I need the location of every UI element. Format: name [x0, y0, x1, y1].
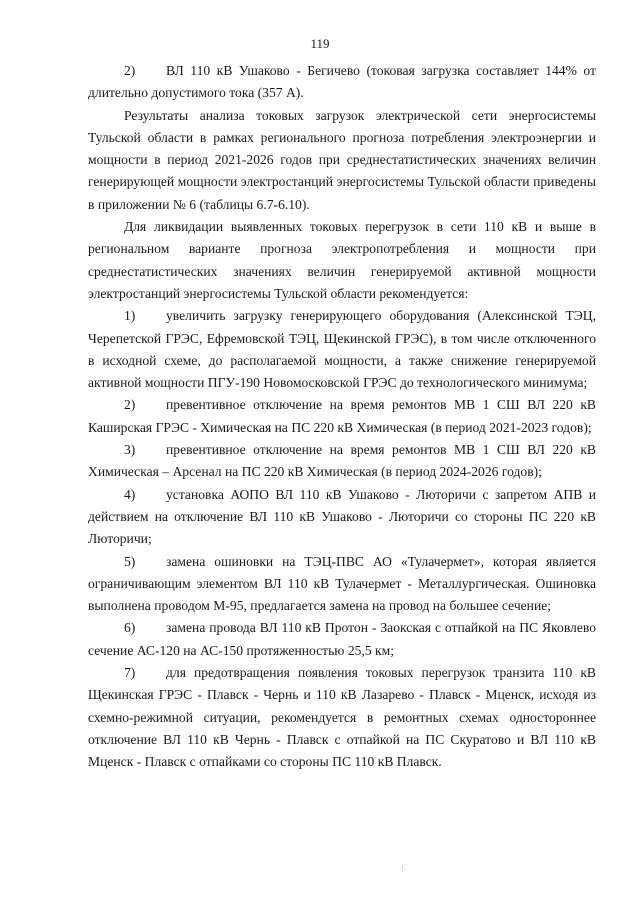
recommendation-item-4 — [88, 484, 596, 551]
list-item-text: для предотвращения появления токовых перегрузок транзита 110 кВ Щекинская ГРЭС - Плавск - Чернь и 110 кВ Лазарево - Плавск - Мценск, исходя из схемно-режимной ситуации, рекомендуется в ремонтных схемах одностороннее отключение ВЛ 110 кВ Чернь - Плавск с отпайкой на ПС Скуратово и ВЛ 110 кВ Мценск - Плавск с отпайками со стороны ПС 110 кВ Плавск. — [88, 665, 596, 770]
list-item-number: 4) — [124, 486, 136, 502]
list-item-number: 7) — [124, 665, 136, 681]
recommendation-item-7 — [88, 662, 596, 773]
page-number: 119 — [310, 36, 330, 51]
recommendation-item-1 — [88, 305, 596, 394]
paragraph-analysis-results: Результаты анализа токовых загрузок электрической сети энергосистемы Тульской области в рамках регионального прогноза потребления электроэнергии и мощности в период 2021-2026 годов при среднестатистических значениях величин генерирующей мощности электростанций энергосистемы Тульской области приведены в приложении № 6 (таблицы 6.7-6.10). — [88, 107, 596, 212]
recommendation-item-3 — [88, 439, 596, 484]
list-item-text: ВЛ 110 кВ Ушаково - Бегичево (токовая загрузка составляет 144% от длительно допустимого тока (357 А). — [88, 63, 596, 101]
paragraph-recommendations-intro: Для ликвидации выявленных токовых перегрузок в сети 110 кВ и выше в региональном варианте прогноза электропотребления и мощности при среднестатистических значениях величин генерируемой активной мощности электростанций энергосистемы Тульской области рекомендуется: — [88, 219, 596, 301]
list-item-number: 2) — [124, 397, 136, 413]
list-item-number: 2) — [124, 63, 136, 78]
list-item-text: замена провода ВЛ 110 кВ Протон - Заокская с отпайкой на ПС Яковлево сечение АС-120 на АС-150 протяженностью 25,5 км; — [88, 620, 596, 658]
list-item-text: превентивное отключение на время ремонтов МВ 1 СШ ВЛ 220 кВ Химическая – Арсенал на ПС 220 кВ Химическая (в период 2024-2026 годов); — [88, 442, 596, 480]
list-item-text: увеличить загрузку генерирующего оборудования (Алексинской ТЭЦ, Черепетской ГРЭС, Ефремовской ТЭЦ, Щекинской ГРЭС), в том числе отключенного в исходной схеме, до располагаемой мощности, а также снижение генерируемой активной мощности ПГУ-190 Новомосковской ГРЭС до технологического минимума; — [88, 308, 596, 391]
list-item-overload-line — [88, 60, 596, 105]
document-body — [88, 60, 596, 774]
list-item-number: 1) — [124, 308, 136, 324]
recommendation-item-6 — [88, 617, 596, 662]
list-item-text: установка АОПО ВЛ 110 кВ Ушаково - Лютоpичи с запретом АПВ и действием на отключение ВЛ 110 кВ Ушаково - Лютоpичи со стороны ПС 220 кВ Лютоpичи; — [88, 486, 596, 547]
list-item-number: 3) — [124, 442, 136, 458]
list-item-text: замена ошиновки на ТЭЦ-ПВС АО «Тулачермет», которая является ограничивающим элементом ВЛ 110 кВ Тулачермет - Металлургическая. Ошиновка выполнена проводом М-95, предлагается замена на провод на большее сечение; — [88, 553, 596, 614]
list-item-number: 6) — [124, 620, 136, 636]
list-item-number: 5) — [124, 553, 136, 569]
recommendation-item-5 — [88, 551, 596, 618]
scan-artifact — [402, 866, 405, 872]
recommendation-item-2 — [88, 394, 596, 439]
list-item-text: превентивное отключение на время ремонтов МВ 1 СШ ВЛ 220 кВ Каширская ГРЭС - Химическая на ПС 220 кВ Химическая (в период 2021-2023 годов); — [88, 397, 596, 435]
